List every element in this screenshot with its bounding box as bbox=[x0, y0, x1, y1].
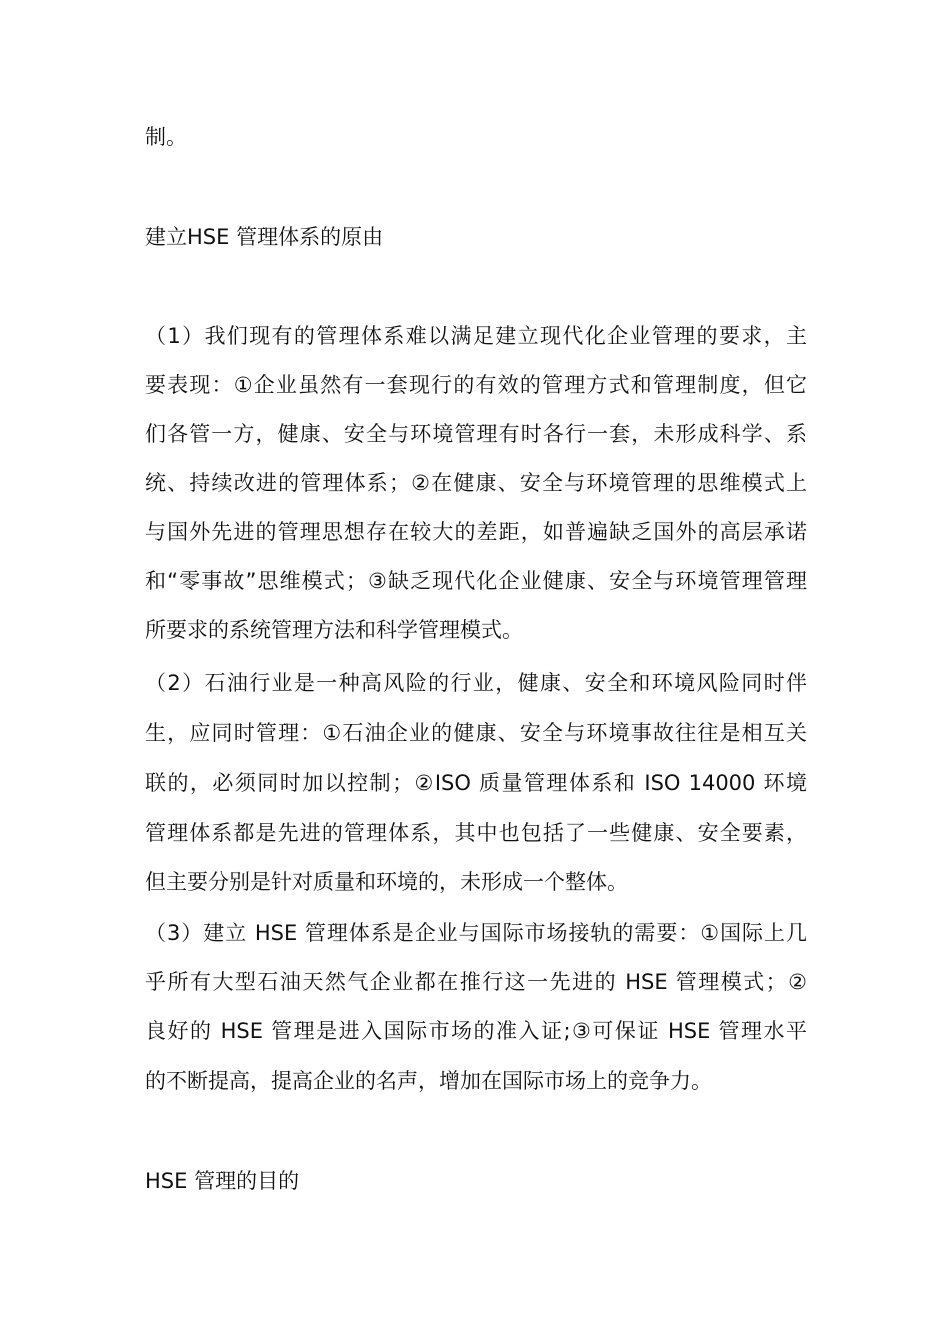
lead-line: 制。 bbox=[145, 125, 187, 149]
paragraph-1-line: 与国外先进的管理思想存在较大的差距，如普遍缺乏国外的高层承诺 bbox=[145, 520, 807, 544]
paragraph-3-line: 的不断提高，提高企业的名声，增加在国际市场上的竞争力。 bbox=[145, 1069, 712, 1093]
paragraph-2-line: 生，应同时管理：①石油企业的健康、安全与环境事故往往是相互关 bbox=[145, 721, 807, 745]
paragraph-3-line: 良好的 HSE 管理是进入国际市场的准入证;③可保证 HSE 管理水平 bbox=[145, 1019, 807, 1043]
document-page bbox=[145, 0, 807, 1344]
paragraph-2-line: 但主要分别是针对质量和环境的，未形成一个整体。 bbox=[145, 870, 628, 894]
paragraph-1-line: （1）我们现有的管理体系难以满足建立现代化企业管理的要求，主 bbox=[145, 324, 807, 348]
paragraph-1-line: 所要求的系统管理方法和科学管理模式。 bbox=[145, 618, 523, 642]
paragraph-2-line: 管理体系都是先进的管理体系，其中也包括了一些健康、安全要素， bbox=[145, 821, 807, 845]
paragraph-1-line: 统、持续改进的管理体系；②在健康、安全与环境管理的思维模式上 bbox=[145, 471, 807, 495]
paragraph-1-line: 和“零事故”思维模式；③缺乏现代化企业健康、安全与环境管理管理 bbox=[145, 569, 807, 593]
paragraph-2-line: （2）石油行业是一种高风险的行业，健康、安全和环境风险同时伴 bbox=[145, 671, 807, 695]
paragraph-3-line: 乎所有大型石油天然气企业都在推行这一先进的 HSE 管理模式；② bbox=[145, 970, 807, 994]
paragraph-2-line: 联的，必须同时加以控制；②ISO 质量管理体系和 ISO 14000 环境 bbox=[145, 771, 807, 795]
section-heading-hse-purpose: HSE 管理的目的 bbox=[145, 1169, 300, 1193]
paragraph-3-line: （3）建立 HSE 管理体系是企业与国际市场接轨的需要：①国际上几 bbox=[145, 921, 807, 945]
paragraph-1-line: 要表现：①企业虽然有一套现行的有效的管理方式和管理制度，但它 bbox=[145, 373, 807, 397]
section-heading-hse-reasons: 建立HSE 管理体系的原由 bbox=[145, 225, 384, 249]
paragraph-1-line: 们各管一方，健康、安全与环境管理有时各行一套，未形成科学、系 bbox=[145, 422, 807, 446]
